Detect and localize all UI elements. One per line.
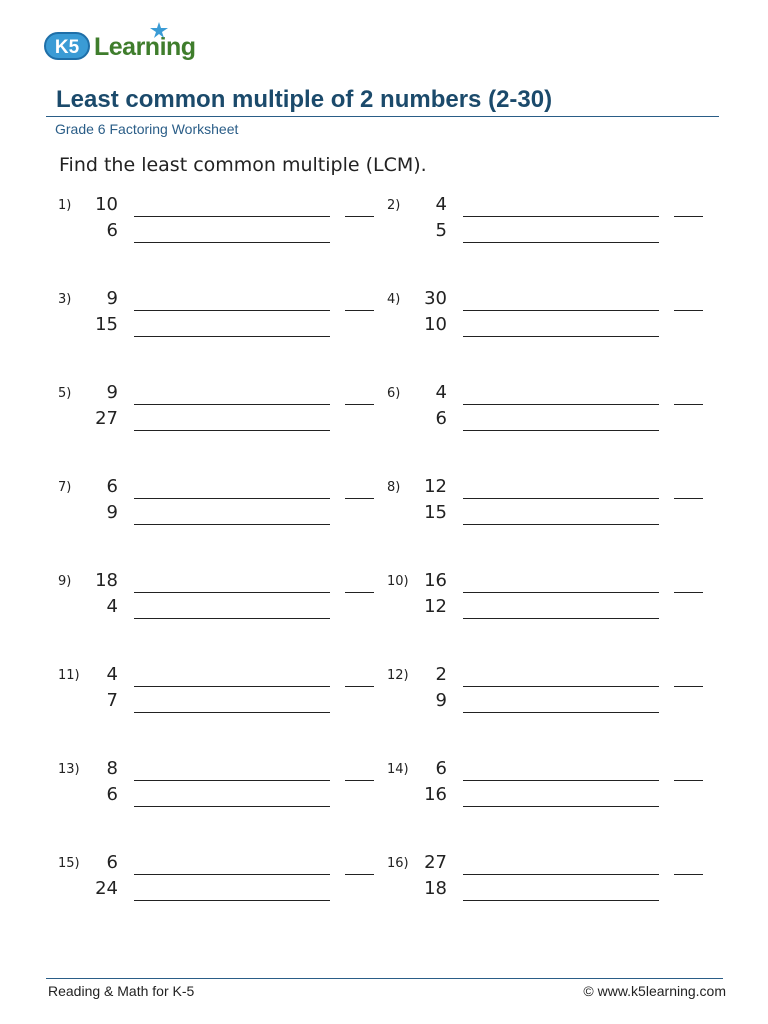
second-number: 24 bbox=[95, 878, 118, 899]
page-title: Least common multiple of 2 numbers (2-30) bbox=[56, 86, 553, 113]
second-number: 10 bbox=[424, 314, 447, 335]
work-line[interactable] bbox=[134, 618, 330, 619]
first-number: 6 bbox=[106, 476, 118, 497]
answer-blank[interactable] bbox=[345, 216, 374, 217]
work-line[interactable] bbox=[134, 404, 330, 405]
first-number: 6 bbox=[435, 758, 447, 779]
problem-number: 8) bbox=[387, 480, 401, 495]
answer-blank[interactable] bbox=[345, 310, 374, 311]
problem-item bbox=[58, 194, 401, 258]
answer-blank[interactable] bbox=[345, 780, 374, 781]
work-line[interactable] bbox=[463, 404, 659, 405]
work-line[interactable] bbox=[134, 216, 330, 217]
work-line[interactable] bbox=[134, 498, 330, 499]
problem-item bbox=[387, 382, 727, 446]
second-number: 9 bbox=[435, 690, 447, 711]
work-line[interactable] bbox=[463, 430, 659, 431]
problem-item bbox=[58, 852, 398, 916]
work-line[interactable] bbox=[134, 524, 330, 525]
work-line[interactable] bbox=[134, 430, 330, 431]
first-number: 8 bbox=[106, 758, 118, 779]
answer-blank[interactable] bbox=[674, 404, 703, 405]
work-line[interactable] bbox=[463, 242, 659, 243]
work-line[interactable] bbox=[463, 806, 659, 807]
second-number: 4 bbox=[106, 596, 118, 617]
first-number: 4 bbox=[435, 382, 447, 403]
work-line[interactable] bbox=[463, 686, 659, 687]
second-number: 15 bbox=[95, 314, 118, 335]
second-number: 7 bbox=[106, 690, 118, 711]
first-number: 9 bbox=[106, 288, 118, 309]
work-line[interactable] bbox=[463, 336, 659, 337]
second-number: 6 bbox=[106, 784, 118, 805]
work-line[interactable] bbox=[463, 216, 659, 217]
first-number: 2 bbox=[435, 664, 447, 685]
problem-item bbox=[58, 664, 398, 728]
problem-item bbox=[387, 758, 727, 822]
problem-item bbox=[58, 476, 401, 540]
first-number: 18 bbox=[95, 570, 118, 591]
second-number: 6 bbox=[106, 220, 118, 241]
problem-item bbox=[387, 664, 727, 728]
work-line[interactable] bbox=[134, 900, 330, 901]
problem-number: 1) bbox=[58, 198, 72, 213]
first-number: 4 bbox=[435, 194, 447, 215]
work-line[interactable] bbox=[134, 780, 330, 781]
first-number: 9 bbox=[106, 382, 118, 403]
second-number: 27 bbox=[95, 408, 118, 429]
footer-tagline: Reading & Math for K-5 bbox=[48, 983, 195, 999]
problem-item bbox=[387, 476, 727, 540]
problem-item bbox=[58, 288, 401, 352]
problem-number: 5) bbox=[58, 386, 72, 401]
first-number: 27 bbox=[424, 852, 447, 873]
logo-badge-text: K5 bbox=[54, 37, 80, 58]
logo-text: Learning bbox=[94, 33, 196, 61]
problem-number: 12) bbox=[387, 668, 409, 683]
answer-blank[interactable] bbox=[345, 874, 374, 875]
problem-item bbox=[387, 288, 727, 352]
answer-blank[interactable] bbox=[674, 686, 703, 687]
work-line[interactable] bbox=[463, 524, 659, 525]
first-number: 4 bbox=[106, 664, 118, 685]
work-line[interactable] bbox=[463, 498, 659, 499]
first-number: 30 bbox=[424, 288, 447, 309]
work-line[interactable] bbox=[134, 242, 330, 243]
instructions: Find the least common multiple (LCM). bbox=[59, 154, 427, 176]
work-line[interactable] bbox=[463, 874, 659, 875]
answer-blank[interactable] bbox=[345, 686, 374, 687]
first-number: 10 bbox=[95, 194, 118, 215]
answer-blank[interactable] bbox=[345, 404, 374, 405]
work-line[interactable] bbox=[134, 592, 330, 593]
second-number: 5 bbox=[435, 220, 447, 241]
answer-blank[interactable] bbox=[674, 310, 703, 311]
second-number: 18 bbox=[424, 878, 447, 899]
problem-item bbox=[58, 570, 398, 634]
work-line[interactable] bbox=[463, 592, 659, 593]
work-line[interactable] bbox=[134, 712, 330, 713]
problem-number: 15) bbox=[58, 856, 80, 871]
second-number: 9 bbox=[106, 502, 118, 523]
second-number: 16 bbox=[424, 784, 447, 805]
problem-number: 2) bbox=[387, 198, 401, 213]
answer-blank[interactable] bbox=[345, 592, 374, 593]
answer-blank[interactable] bbox=[674, 216, 703, 217]
problem-item bbox=[58, 758, 398, 822]
work-line[interactable] bbox=[463, 712, 659, 713]
footer-divider bbox=[46, 978, 723, 979]
work-line[interactable] bbox=[463, 900, 659, 901]
problem-number: 10) bbox=[387, 574, 409, 589]
problem-item bbox=[58, 382, 401, 446]
first-number: 6 bbox=[106, 852, 118, 873]
work-line[interactable] bbox=[463, 780, 659, 781]
answer-blank[interactable] bbox=[674, 592, 703, 593]
problem-number: 14) bbox=[387, 762, 409, 777]
problem-item bbox=[387, 570, 727, 634]
first-number: 16 bbox=[424, 570, 447, 591]
work-line[interactable] bbox=[134, 874, 330, 875]
work-line[interactable] bbox=[463, 310, 659, 311]
problem-number: 11) bbox=[58, 668, 80, 683]
answer-blank[interactable] bbox=[345, 498, 374, 499]
problem-number: 4) bbox=[387, 292, 401, 307]
work-line[interactable] bbox=[134, 336, 330, 337]
problem-number: 7) bbox=[58, 480, 72, 495]
answer-blank[interactable] bbox=[674, 780, 703, 781]
problem-number: 6) bbox=[387, 386, 401, 401]
answer-blank[interactable] bbox=[674, 874, 703, 875]
work-line[interactable] bbox=[134, 686, 330, 687]
page-subtitle: Grade 6 Factoring Worksheet bbox=[55, 121, 239, 137]
answer-blank[interactable] bbox=[674, 498, 703, 499]
first-number: 12 bbox=[424, 476, 447, 497]
problem-number: 3) bbox=[58, 292, 72, 307]
problem-item bbox=[387, 852, 727, 916]
problem-number: 9) bbox=[58, 574, 72, 589]
work-line[interactable] bbox=[463, 618, 659, 619]
work-line[interactable] bbox=[134, 310, 330, 311]
problem-item bbox=[387, 194, 727, 258]
second-number: 6 bbox=[435, 408, 447, 429]
work-line[interactable] bbox=[134, 806, 330, 807]
second-number: 15 bbox=[424, 502, 447, 523]
footer-website: © www.k5learning.com bbox=[583, 983, 726, 999]
second-number: 12 bbox=[424, 596, 447, 617]
problem-number: 16) bbox=[387, 856, 409, 871]
problem-number: 13) bbox=[58, 762, 80, 777]
